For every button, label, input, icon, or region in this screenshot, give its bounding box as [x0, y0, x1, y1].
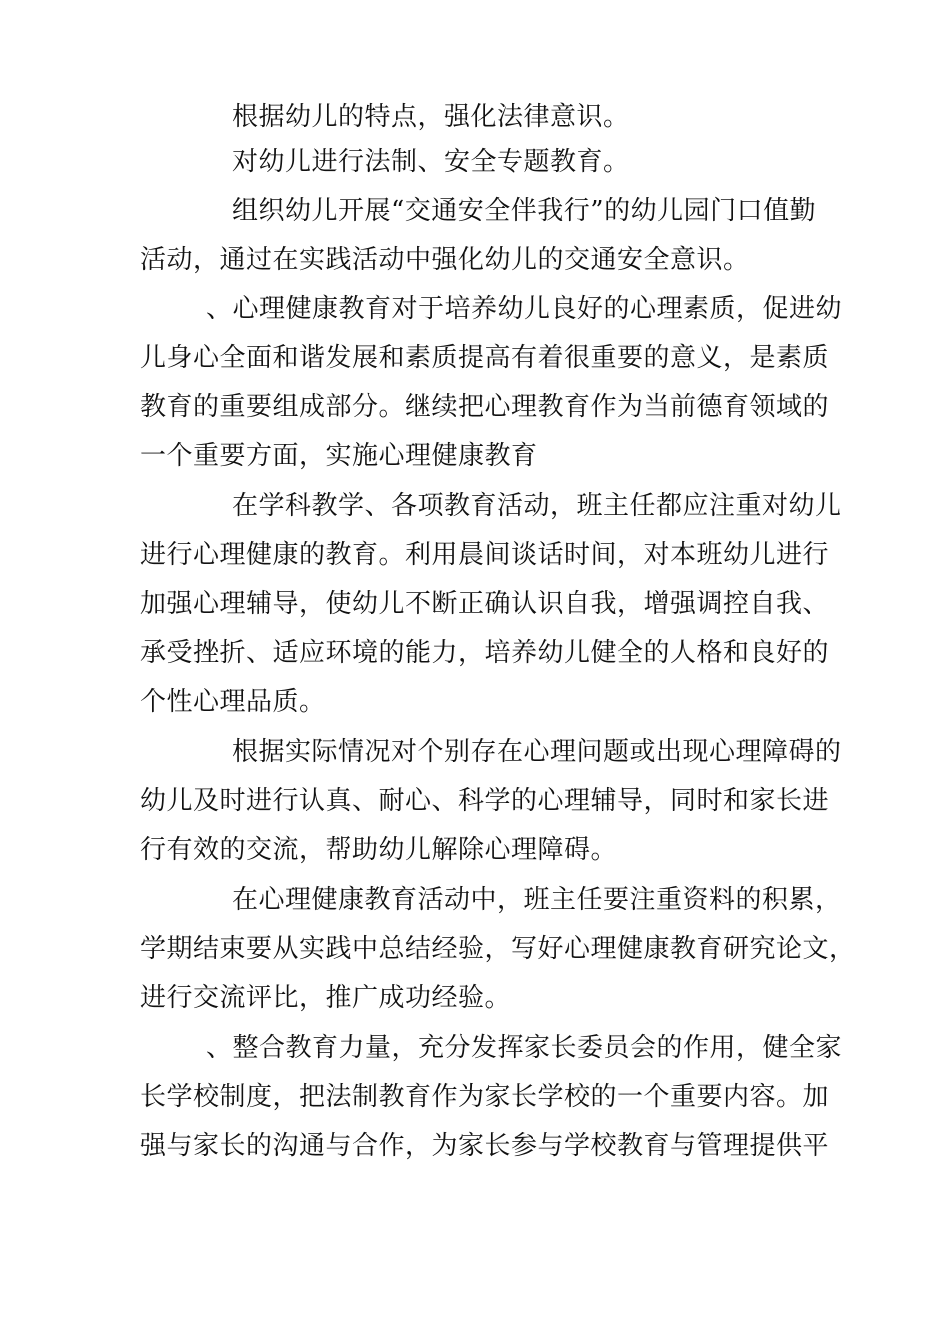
- text-line: 进行交流评比，推广成功经验。: [140, 983, 512, 1013]
- text-line: 行有效的交流，帮助幼儿解除心理障碍。: [140, 835, 618, 865]
- text-line: 加强心理辅导，使幼儿不断正确认识自我，增强调控自我、: [140, 589, 830, 619]
- text-line: 强与家长的沟通与合作，为家长参与学校教育与管理提供平: [140, 1131, 830, 1161]
- text-line: 、心理健康教育对于培养幼儿良好的心理素质，促进幼: [206, 294, 843, 324]
- text-line: 对幼儿进行法制、安全专题教育。: [232, 147, 630, 177]
- text-line: 组织幼儿开展“交通安全伴我行”的幼儿园门口值勤: [232, 196, 817, 226]
- text-line: 个性心理品质。: [140, 687, 326, 717]
- text-line: 长学校制度，把法制教育作为家长学校的一个重要内容。加: [140, 1082, 830, 1112]
- text-line: 在心理健康教育活动中，班主任要注重资料的积累，: [232, 885, 842, 915]
- text-line: 、整合教育力量，充分发挥家长委员会的作用，健全家: [206, 1033, 843, 1063]
- text-line: 进行心理健康的教育。利用晨间谈话时间，对本班幼儿进行: [140, 540, 830, 570]
- text-line: 学期结束要从实践中总结经验，写好心理健康教育研究论文，: [140, 934, 856, 964]
- text-line: 儿身心全面和谐发展和素质提高有着很重要的意义，是素质: [140, 343, 830, 373]
- text-line: 承受挫折、适应环境的能力，培养幼儿健全的人格和良好的: [140, 638, 830, 668]
- text-line: 在学科教学、各项教育活动，班主任都应注重对幼儿: [232, 491, 842, 521]
- text-line: 一个重要方面，实施心理健康教育: [140, 441, 538, 471]
- text-line: 活动，通过在实践活动中强化幼儿的交通安全意识。: [140, 245, 750, 275]
- text-line: 根据实际情况对个别存在心理问题或出现心理障碍的: [232, 737, 842, 767]
- text-line: 幼儿及时进行认真、耐心、科学的心理辅导，同时和家长进: [140, 786, 830, 816]
- text-line: 教育的重要组成部分。继续把心理教育作为当前德育领域的: [140, 392, 830, 422]
- text-line: 根据幼儿的特点，强化法律意识。: [232, 102, 630, 132]
